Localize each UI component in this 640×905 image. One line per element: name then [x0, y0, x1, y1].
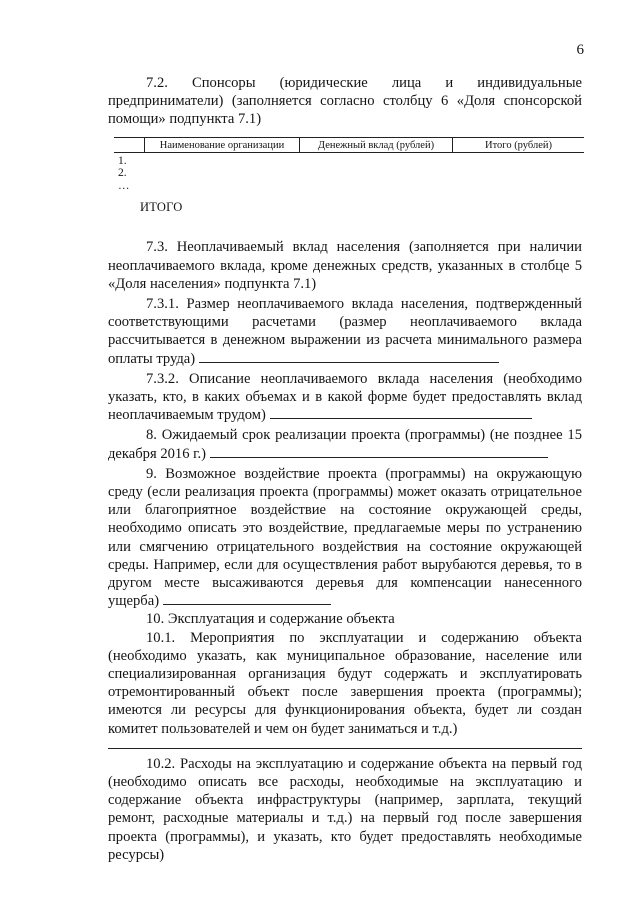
- column-header-organization: Наименование организации: [145, 137, 300, 152]
- table-row: …: [118, 179, 130, 192]
- column-header-cash-contribution: Денежный вклад (рублей): [300, 137, 453, 152]
- section-7-2-sponsors: 7.2. Спонсоры (юридические лица и индивидуальные предприниматели) (заполняется согласно столбцу 6 «Доля спонсорской помощи» подпункта 7.1): [108, 75, 582, 128]
- column-header-total: Итого (рублей): [453, 137, 585, 152]
- section-9-paragraph: [108, 465, 582, 611]
- section-7-3-2-text: 7.3.2. Описание неоплачиваемого вклада населения (необходимо указать, кто, в каких объемах и в какой форме будет предоставлять вклад неоплачиваемым трудом): [108, 370, 582, 424]
- section-7-3-1-paragraph: [108, 295, 582, 368]
- sponsors-table: [114, 137, 584, 153]
- sponsors-table-header-row: [114, 137, 584, 152]
- section-7-3-unpaid-contribution: 7.3. Неоплачиваемый вклад населения (заполняется при наличии неоплачиваемого вклада, кроме денежных средств, указанных в столбце 5 «Доля населения» подпункта 7.1): [108, 239, 582, 292]
- section-8-paragraph: [108, 426, 582, 462]
- fill-in-line[interactable]: [163, 592, 331, 605]
- fill-in-line[interactable]: [270, 406, 532, 419]
- table-total-label: ИТОГО: [140, 200, 183, 215]
- sponsors-table-rows: [118, 155, 582, 193]
- document-body: [108, 74, 582, 864]
- page-number: 6: [576, 42, 584, 58]
- section-7-3-1-text: 7.3.1. Размер неоплачиваемого вклада населения, подтвержденный соответствующими расчетами (размер неоплачиваемого вклада рассчитывается в денежном выражении из расчета минимального размера оплаты труда): [108, 295, 582, 367]
- section-7-3-2-paragraph: [108, 370, 582, 425]
- section-10-1-text: 10.1. Мероприятия по эксплуатации и содержанию объекта (необходимо указать, как муниципальное образование, население или специализированная организация будут содержать и эксплуатировать отремонтированный объект после завершения проекта (программы); имеются ли ресурсы для функционирования объекта, будет ли создан комитет пользователей и чем он будет заниматься и т.д.): [108, 629, 582, 737]
- column-header-number: [114, 137, 145, 152]
- fill-in-line[interactable]: [210, 445, 548, 458]
- section-10-2-text: 10.2. Расходы на эксплуатацию и содержание объекта на первый год (необходимо описать все расходы, необходимые на эксплуатацию и содержание объекта инфраструктуры (например, зарплата, текущий ремонт, расходные материалы и т.д.) на первый год после завершения проекта (программы), и указать, кто будет предоставлять необходимые ресурсы): [108, 755, 582, 863]
- fill-in-line[interactable]: [199, 350, 499, 363]
- table-row: 1.: [118, 154, 127, 167]
- section-10-heading: 10. Эксплуатация и содержание объекта: [146, 611, 395, 628]
- table-row: 2.: [118, 167, 127, 180]
- fill-in-line[interactable]: [108, 748, 582, 749]
- section-9-text: 9. Возможное воздействие проекта (программы) на окружающую среду (если реализация проекта (программы) может оказать отрицательное или благоприятное воздействие на состояние окружающей среды, необходимо описать это воздействие, предлагаемые меры по устранению или смягчению отрицательного воздействия на состояние окружающей среды. Например, если для осуществления работ вырубаются деревья, то в другом месте высаживаются деревья для компенсации нанесенного ущерба): [108, 465, 582, 610]
- section-8-text: 8. Ожидаемый срок реализации проекта (программы) (не позднее 15 декабря 2016 г.): [108, 427, 582, 462]
